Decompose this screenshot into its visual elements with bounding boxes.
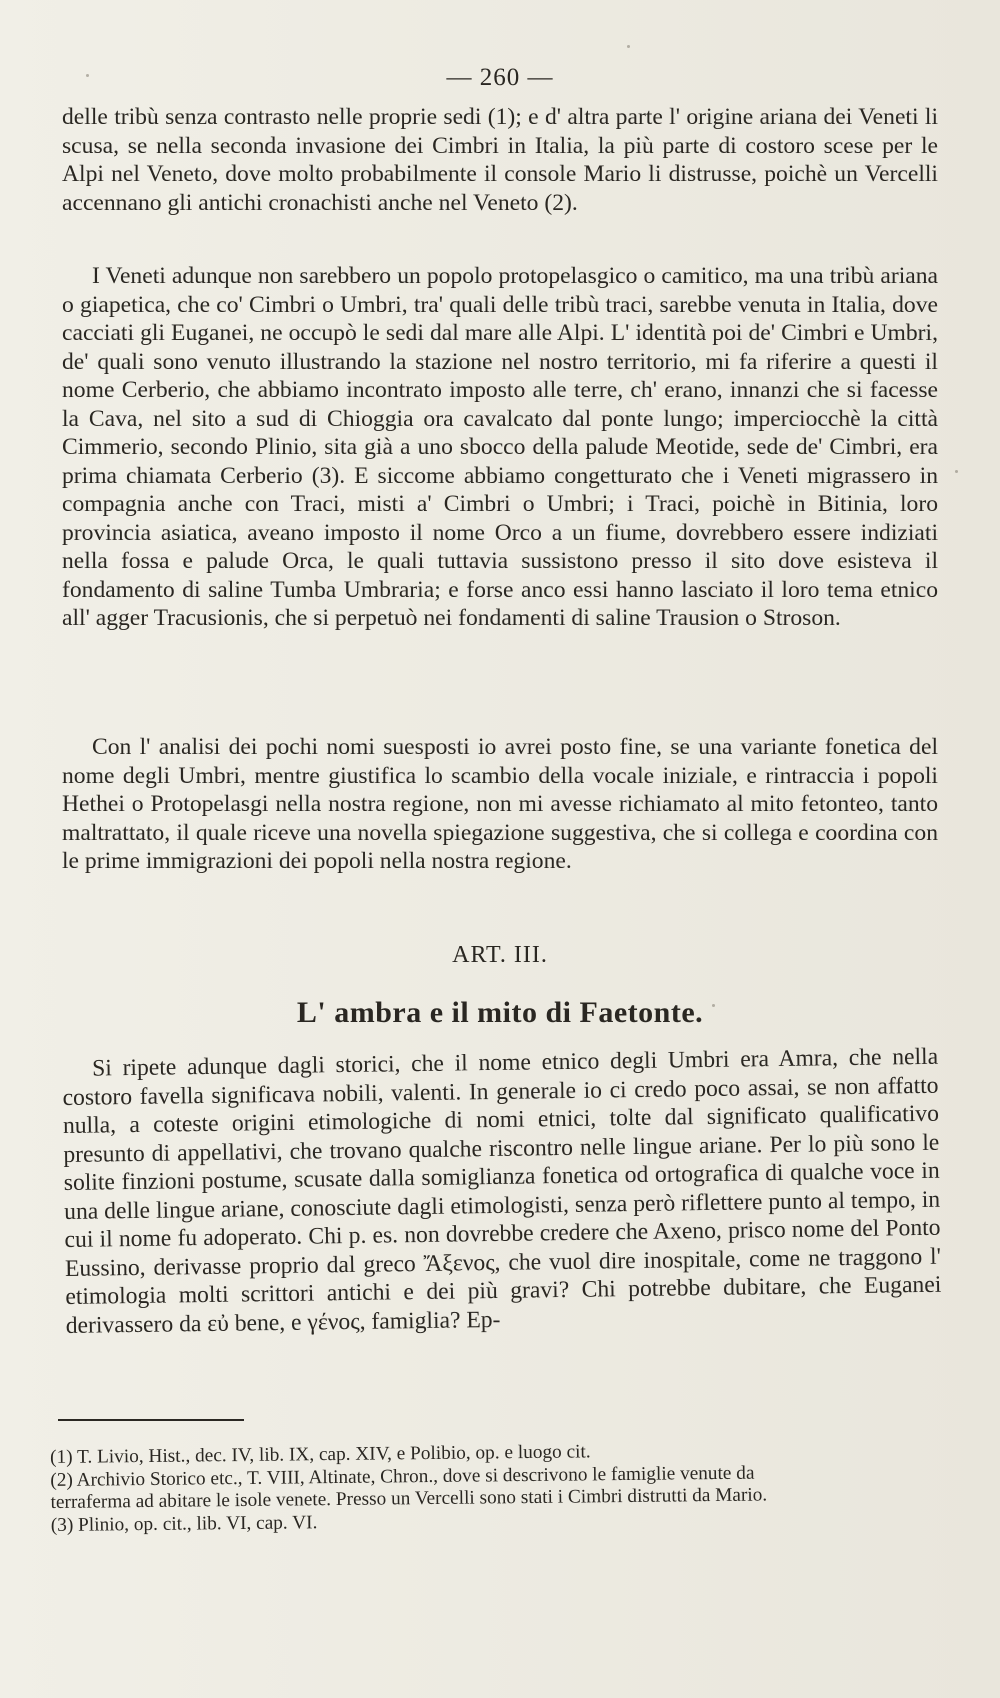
paragraph-block-2	[62, 262, 938, 633]
paragraph-block-4	[62, 1043, 942, 1340]
paragraph-block-1	[62, 103, 938, 217]
article-label: ART. III.	[452, 942, 548, 968]
paragraph: delle tribù senza contrasto nelle proprie sedi (1); e d' altra parte l' origine ariana dei Veneti li scusa, se nella seconda invasione dei Cimbri in Italia, la più parte di costoro scese per le Alpi nel Veneto, dove molto probabilmente il console Mario li distrusse, poichè un Vercelli accennano gli antichi cronachisti anche nel Veneto (2).	[62, 104, 938, 216]
paragraph-block-3	[62, 733, 938, 876]
paper-speck	[712, 1004, 715, 1007]
footnote-divider	[58, 1419, 244, 1421]
paper-speck	[627, 45, 630, 48]
paper-speck	[86, 74, 89, 77]
paragraph: Con l' analisi dei pochi nomi suesposti io avrei posto fine, se una variante fonetica del nome degli Umbri, mentre giustifica lo scambio della vocale iniziale, e rintraccia i popoli Hethei o Protopelasgi nella nostra regione, non mi avesse richiamato al mito fetonteo, tanto maltrattato, il quale riceve una novella spiegazione suggestiva, che si collega e coordina con le prime immigrazioni dei popoli nella nostra regione.	[62, 734, 938, 874]
paragraph: Si ripete adunque dagli storici, che il nome etnico degli Umbri era Amra, che nella costoro favella significava nobili, valenti. In generale io ci credo poco assai, se non affatto nulla, a coteste origini etimologiche di nomi etnici, tolte dal significato qualificativo presunto di appellativi, che trovano qualche riscontro nelle lingue ariane. Per lo più sono le solite finzioni postume, scusate dalla somiglianza fonetica od ortografica di qualche voce in una delle lingue ariane, conosciute dagli etimologisti, senza però riflettere punto al tempo, in cui il nome fu adoperato. Chi p. es. non dovrebbe credere che Axeno, prisco nome del Ponto Eussino, derivasse proprio dal greco Ἄξενος, che vuol dire inospitale, come ne traggono l' etimologia molti scrittori antichi e dei più gravi? Chi potrebbe dubitare, che Euganei derivassero da εὐ bene, e γένος, famiglia? Ep-	[62, 1043, 942, 1339]
footnote-2: (2) Archivio Storico etc., T. VIII, Altinate, Chron., dove si descrivono le famiglie venute da	[50, 1462, 755, 1491]
section-title: L' ambra e il mito di Faetonte.	[296, 996, 704, 1029]
paper-speck	[955, 470, 958, 473]
page-number: — 260 —	[446, 64, 554, 91]
footnote-2-continuation: terraferma ad abitare le isole venete. Presso un Vercelli sono stati i Cimbri distrutti da Mario.	[50, 1484, 768, 1513]
paragraph: I Veneti adunque non sarebbero un popolo protopelasgico o camitico, ma una tribù ariana o giapetica, che co' Cimbri o Umbri, tra' quali delle tribù traci, sarebbe venuta in Italia, dove cacciati gli Euganei, ne occupò le sedi dal mare alle Alpi. L' identità poi de' Cimbri e Umbri, de' quali sono venuto illustrando la stazione nel nostro territorio, mi fa riferire a questi il nome Cerberio, che abbiamo incontrato imposto alle terre, ch' erano, innanzi che si facesse la Cava, nel sito a sud di Chioggia ora cavalcato dal ponte lungo; imperciocchè la città Cimmerio, secondo Plinio, sita già a uno sbocco della palude Meotide, sede de' Cimbri, era prima chiamata Cerberio (3). E siccome abbiamo congetturato che i Veneti migrassero in compagnia anche con Traci, misti a' Cimbri o Umbri; i Traci, poichè in Bitinia, loro provincia asiatica, aveano imposto il nome Orco a un fiume, dovrebbero essere indiziati nella fossa e palude Orca, le quali tuttavia sussistono presso il sito dove esisteva il fondamento di saline Tumba Umbraria; e forse anco essi hanno lasciato il loro tema etnico all' agger Tracusionis, che si perpetuò nei fondamenti di saline Trausion o Stroson.	[62, 263, 938, 631]
footnote-1: (1) T. Livio, Hist., dec. IV, lib. IX, cap. XIV, e Polibio, op. e luogo cit.	[50, 1441, 591, 1468]
footnotes	[50, 1438, 923, 1537]
footnote-3: (3) Plinio, op. cit., lib. VI, cap. VI.	[50, 1511, 318, 1536]
